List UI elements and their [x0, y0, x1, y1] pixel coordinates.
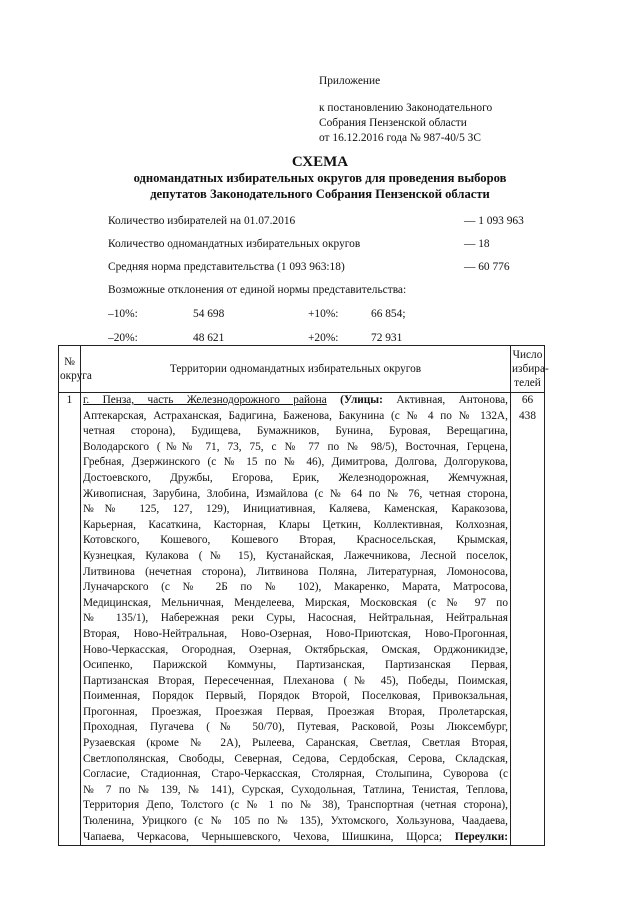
territory-text: Активная, Антонова,	[396, 394, 509, 406]
header-num-line-2: округа	[60, 370, 92, 382]
territory-line: Достоевского, Дружбы, Егорова, Ерик, Железнодорожная, Жемчужная,	[83, 471, 508, 484]
deviation-neg-value: 54 698	[193, 308, 225, 320]
stat-voters	[108, 210, 548, 233]
header-voter-count	[511, 346, 549, 393]
territory-line: четная сторона), Будищева, Бумажников, Бунина, Буровая, Верещагина,	[83, 425, 508, 438]
territory-line: Рузаевская (кроме № 2А), Рылеева, Саранская, Светлая, Светлая Вторая,	[83, 737, 508, 750]
territory-first-line	[83, 393, 508, 409]
territory-lines	[83, 409, 508, 830]
district-territory	[81, 393, 511, 846]
deviation-row-10	[108, 302, 548, 326]
stat-norm	[108, 256, 548, 279]
territory-line: № 7 по № 139, № 141), Сурская, Суходольная, Татлина, Тенистая, Теплова,	[83, 783, 508, 796]
territory-line: Медицинская, Мельничная, Менделеева, Мирская, Московская (с № 97 по	[83, 596, 508, 609]
territory-line: Светлополянская, Свободы, Северная, Седова, Сердобская, Серова, Складская,	[83, 752, 508, 765]
territory-line: Осипенко, Парижской Коммуны, Партизанская, Партизанская Первая,	[83, 659, 508, 672]
territory-line: Карьерная, Касаткина, Касторная, Клары Цеткин, Коллективная, Колхозная,	[83, 518, 508, 531]
territory-line: Партизанская Вторая, Пересеченная, Плеханова (№ 45), Победы, Поимская,	[83, 674, 508, 687]
territory-line: №№ 125, 127, 129), Инициативная, Каляева, Каменская, Каракозова,	[83, 503, 508, 516]
appendix-line-1: к постановлению Законодательного	[319, 102, 493, 114]
territory-line: Прогонная, Проезжая, Проезжая Первая, Проезжая Вторая, Пролетарская,	[83, 705, 508, 718]
appendix-line-2: Собрания Пензенской области	[319, 117, 467, 129]
streets-label: (Улицы:	[340, 394, 383, 406]
territory-line: Володарского (№№ 71, 73, 75, с № 77 по № 98/5), Восточная, Герцена,	[83, 440, 508, 453]
appendix-block	[319, 74, 492, 146]
voter-count: 66 438	[511, 393, 545, 846]
territory-last-line	[83, 830, 508, 846]
appendix-line-3: от 16.12.2016 года № 987-40/5 ЗС	[319, 132, 481, 144]
territory-line: Луначарского (с № 2Б по № 102), Макаренко, Марата, Матросова,	[83, 581, 508, 594]
territory-line: Гребная, Дзержинского (с № 15 по № 46), Димитрова, Долгова, Долгорукова,	[83, 456, 508, 469]
territory-line: Котовского, Кошевого, Кошевого Вторая, Красносельская, Крымская,	[83, 534, 508, 547]
stat-value: — 18	[464, 238, 490, 250]
territory-line: № 135/1), Набережная реки Суры, Насосная, Нейтральная, Нейтральная	[83, 612, 508, 625]
territory-line: Тюленина, Урицкого (с № 105 по № 135), Ухтомского, Хользунова, Чаадаева,	[83, 815, 508, 828]
deviation-neg-value: 48 621	[193, 332, 225, 344]
territory-line: Литвинова (нечетная сторона), Литвинова Поляна, Литературная, Ломоносова,	[83, 565, 508, 578]
appendix-label: Приложение	[319, 75, 381, 87]
header-count-line-3: телей	[514, 377, 541, 389]
city-district-name: г. Пенза, часть Железнодорожного района	[83, 394, 327, 406]
deviation-neg-label: –10%:	[108, 308, 138, 320]
stat-value: — 60 776	[464, 261, 510, 273]
header-count-line-1: Число	[512, 349, 543, 361]
territory-line: Кузнецкая, Кулакова (№ 15), Кустанайская, Лажечникова, Лесной поселок,	[83, 549, 508, 562]
territory-line: Аптекарская, Астраханская, Бадигина, Баженова, Бакунина (с № 4 по № 132А,	[83, 409, 508, 422]
deviation-pos-value: 66 854;	[371, 308, 406, 320]
stat-label: Количество одномандатных избирательных округов	[108, 238, 361, 250]
stat-value: — 1 093 963	[464, 215, 524, 227]
stat-label: Средняя норма представительства (1 093 963:18)	[108, 261, 345, 273]
title-sub-2: депутатов Законодательного Собрания Пензенской области	[150, 187, 490, 201]
deviation-pos-label: +20%:	[308, 332, 339, 344]
territory-line: Поименная, Порядок Первый, Порядок Второй, Поселковая, Привокзальная,	[83, 690, 508, 703]
district-number: 1	[59, 393, 81, 846]
territory-line: Согласие, Стадионная, Старо-Черкасская, Столярная, Столыпина, Суворова (с	[83, 768, 508, 781]
header-count-line-2: избира-	[512, 363, 549, 375]
header-num-line-1: №	[64, 356, 75, 368]
territory-text: Чапаева, Черкасова, Чернышевского, Чехова, Шишкина, Щорса;	[83, 830, 443, 843]
deviation-neg-label: –20%:	[108, 332, 138, 344]
territory-line: Вторая, Ново-Нейтральная, Ново-Озерная, Ново-Приютская, Ново-Прогонная,	[83, 627, 508, 640]
stat-label: Количество избирателей на 01.07.2016	[108, 215, 296, 227]
statistics-block	[108, 210, 548, 350]
table-row	[59, 393, 545, 846]
header-district-number	[59, 346, 92, 393]
lanes-label: Переулки:	[454, 830, 509, 843]
territory-line: Проходная, Пугачева (№ 50/70), Путевая, Расковой, Розы Люксембург,	[83, 721, 508, 734]
deviation-pos-value: 72 931	[371, 332, 403, 344]
stat-districts	[108, 233, 548, 256]
deviation-pos-label: +10%:	[308, 308, 339, 320]
table-header-row	[59, 346, 545, 393]
title-sub-1: одномандатных избирательных округов для проведения выборов	[133, 171, 507, 185]
territory-line: Территория Депо, Толстого (с № 1 по № 38), Транспортная (четная сторона),	[83, 799, 508, 812]
title-main: СХЕМА	[291, 154, 349, 170]
territory-line: Ново-Черкасская, Огородная, Озерная, Октябрьская, Омская, Орджоникидзе,	[83, 643, 508, 656]
header-territory: Территории одномандатных избирательных округов	[81, 346, 511, 393]
territory-line: Живописная, Зарубина, Злобина, Измайлова (с № 64 по № 76, четная сторона,	[83, 487, 508, 500]
document-title	[0, 154, 640, 202]
districts-table	[58, 345, 549, 846]
deviations-label: Возможные отклонения от единой нормы представительства:	[108, 284, 407, 296]
